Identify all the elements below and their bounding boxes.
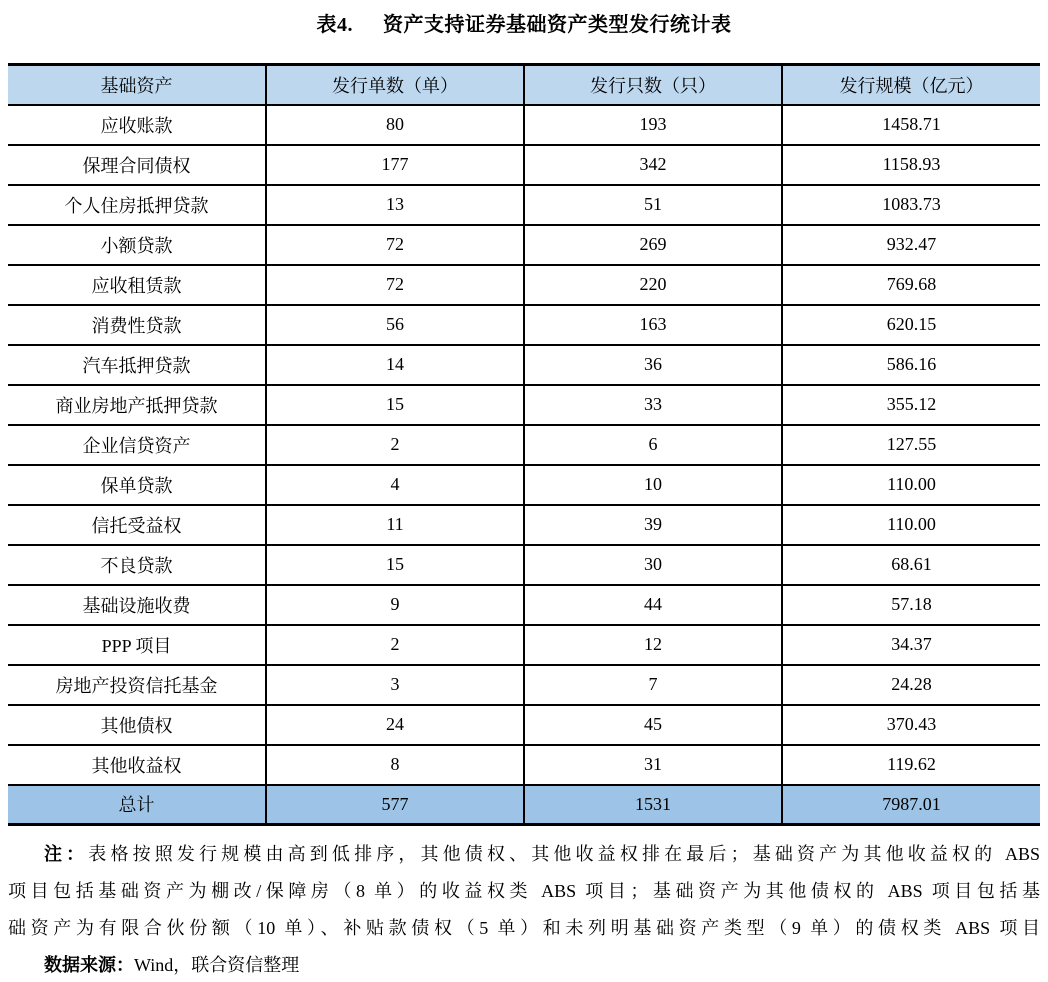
table-row bbox=[8, 505, 1040, 545]
value-cell: 177 bbox=[266, 145, 524, 185]
asset-type-cell: 汽车抵押贷款 bbox=[8, 345, 266, 385]
value-cell: 586.16 bbox=[782, 345, 1040, 385]
table-row bbox=[8, 345, 1040, 385]
data-source bbox=[8, 948, 1040, 982]
value-cell: 68.61 bbox=[782, 545, 1040, 585]
value-cell: 163 bbox=[524, 305, 782, 345]
value-cell: 44 bbox=[524, 585, 782, 625]
total-label-cell: 总计 bbox=[8, 785, 266, 825]
note-label: 注： bbox=[44, 844, 89, 864]
note-line-1-text: 表格按照发行规模由高到低排序，其他债权、其他收益权排在最后；基础资产为其他收益权的 ABS bbox=[88, 844, 1040, 864]
table-row bbox=[8, 625, 1040, 665]
table-row bbox=[8, 145, 1040, 185]
value-cell: 57.18 bbox=[782, 585, 1040, 625]
total-scale-cell: 7987.01 bbox=[782, 785, 1040, 825]
value-cell: 355.12 bbox=[782, 385, 1040, 425]
value-cell: 39 bbox=[524, 505, 782, 545]
table-row bbox=[8, 425, 1040, 465]
value-cell: 110.00 bbox=[782, 465, 1040, 505]
value-cell: 24.28 bbox=[782, 665, 1040, 705]
col-header-security-count: 发行只数（只） bbox=[524, 65, 782, 105]
asset-type-cell: 个人住房抵押贷款 bbox=[8, 185, 266, 225]
value-cell: 14 bbox=[266, 345, 524, 385]
table-row bbox=[8, 265, 1040, 305]
value-cell: 2 bbox=[266, 425, 524, 465]
value-cell: 80 bbox=[266, 105, 524, 145]
value-cell: 6 bbox=[524, 425, 782, 465]
value-cell: 72 bbox=[266, 225, 524, 265]
note-line-3: 础资产为有限合伙份额（10 单）、补贴款债权（5 单）和未列明基础资产类型（9 单）的债权类 ABS 项目 bbox=[8, 918, 1040, 938]
value-cell: 370.43 bbox=[782, 705, 1040, 745]
table-foot bbox=[8, 785, 1040, 825]
table-row bbox=[8, 705, 1040, 745]
value-cell: 10 bbox=[524, 465, 782, 505]
col-header-issuance-scale: 发行规模（亿元） bbox=[782, 65, 1040, 105]
table-title-text: 资产支持证券基础资产类型发行统计表 bbox=[383, 14, 732, 36]
data-source-label: 数据来源： bbox=[44, 955, 134, 975]
table-row bbox=[8, 545, 1040, 585]
value-cell: 45 bbox=[524, 705, 782, 745]
table-number-label: 表4. bbox=[316, 14, 353, 36]
value-cell: 34.37 bbox=[782, 625, 1040, 665]
value-cell: 1158.93 bbox=[782, 145, 1040, 185]
value-cell: 13 bbox=[266, 185, 524, 225]
value-cell: 119.62 bbox=[782, 745, 1040, 785]
value-cell: 7 bbox=[524, 665, 782, 705]
table-row bbox=[8, 745, 1040, 785]
table-row bbox=[8, 185, 1040, 225]
value-cell: 72 bbox=[266, 265, 524, 305]
value-cell: 769.68 bbox=[782, 265, 1040, 305]
value-cell: 4 bbox=[266, 465, 524, 505]
value-cell: 9 bbox=[266, 585, 524, 625]
asset-type-cell: 消费性贷款 bbox=[8, 305, 266, 345]
asset-type-cell: 房地产投资信托基金 bbox=[8, 665, 266, 705]
data-source-text: Wind，联合资信整理 bbox=[134, 955, 300, 975]
value-cell: 8 bbox=[266, 745, 524, 785]
value-cell: 15 bbox=[266, 385, 524, 425]
table-row bbox=[8, 585, 1040, 625]
value-cell: 1083.73 bbox=[782, 185, 1040, 225]
table-head bbox=[8, 65, 1040, 105]
total-deal-count-cell: 577 bbox=[266, 785, 524, 825]
value-cell: 620.15 bbox=[782, 305, 1040, 345]
value-cell: 269 bbox=[524, 225, 782, 265]
asset-type-cell: 不良贷款 bbox=[8, 545, 266, 585]
table-row bbox=[8, 105, 1040, 145]
value-cell: 31 bbox=[524, 745, 782, 785]
asset-type-cell: 商业房地产抵押贷款 bbox=[8, 385, 266, 425]
table-total-row bbox=[8, 785, 1040, 825]
asset-type-cell: 基础设施收费 bbox=[8, 585, 266, 625]
col-header-underlying-asset: 基础资产 bbox=[8, 65, 266, 105]
table-row bbox=[8, 225, 1040, 265]
value-cell: 51 bbox=[524, 185, 782, 225]
total-security-count-cell: 1531 bbox=[524, 785, 782, 825]
value-cell: 12 bbox=[524, 625, 782, 665]
abs-statistics-table bbox=[8, 63, 1040, 826]
asset-type-cell: 其他收益权 bbox=[8, 745, 266, 785]
table-row bbox=[8, 385, 1040, 425]
asset-type-cell: 企业信贷资产 bbox=[8, 425, 266, 465]
table-row bbox=[8, 665, 1040, 705]
table-row bbox=[8, 305, 1040, 345]
table-row bbox=[8, 465, 1040, 505]
asset-type-cell: 保单贷款 bbox=[8, 465, 266, 505]
asset-type-cell: PPP 项目 bbox=[8, 625, 266, 665]
value-cell: 193 bbox=[524, 105, 782, 145]
value-cell: 36 bbox=[524, 345, 782, 385]
asset-type-cell: 应收租赁款 bbox=[8, 265, 266, 305]
page-title bbox=[8, 8, 1040, 37]
col-header-deal-count: 发行单数（单） bbox=[266, 65, 524, 105]
value-cell: 56 bbox=[266, 305, 524, 345]
asset-type-cell: 小额贷款 bbox=[8, 225, 266, 265]
asset-type-cell: 保理合同债权 bbox=[8, 145, 266, 185]
value-cell: 110.00 bbox=[782, 505, 1040, 545]
value-cell: 220 bbox=[524, 265, 782, 305]
value-cell: 33 bbox=[524, 385, 782, 425]
table-body bbox=[8, 105, 1040, 785]
table-notes bbox=[8, 836, 1040, 947]
table-header-row bbox=[8, 65, 1040, 105]
value-cell: 11 bbox=[266, 505, 524, 545]
value-cell: 127.55 bbox=[782, 425, 1040, 465]
asset-type-cell: 应收账款 bbox=[8, 105, 266, 145]
value-cell: 342 bbox=[524, 145, 782, 185]
value-cell: 24 bbox=[266, 705, 524, 745]
value-cell: 15 bbox=[266, 545, 524, 585]
value-cell: 2 bbox=[266, 625, 524, 665]
note-line-2: 项目包括基础资产为棚改/保障房（8 单）的收益权类 ABS 项目；基础资产为其他债权的 ABS 项目包括基 bbox=[8, 881, 1040, 901]
value-cell: 3 bbox=[266, 665, 524, 705]
value-cell: 30 bbox=[524, 545, 782, 585]
value-cell: 932.47 bbox=[782, 225, 1040, 265]
asset-type-cell: 其他债权 bbox=[8, 705, 266, 745]
note-line-1 bbox=[8, 836, 1040, 873]
asset-type-cell: 信托受益权 bbox=[8, 505, 266, 545]
value-cell: 1458.71 bbox=[782, 105, 1040, 145]
